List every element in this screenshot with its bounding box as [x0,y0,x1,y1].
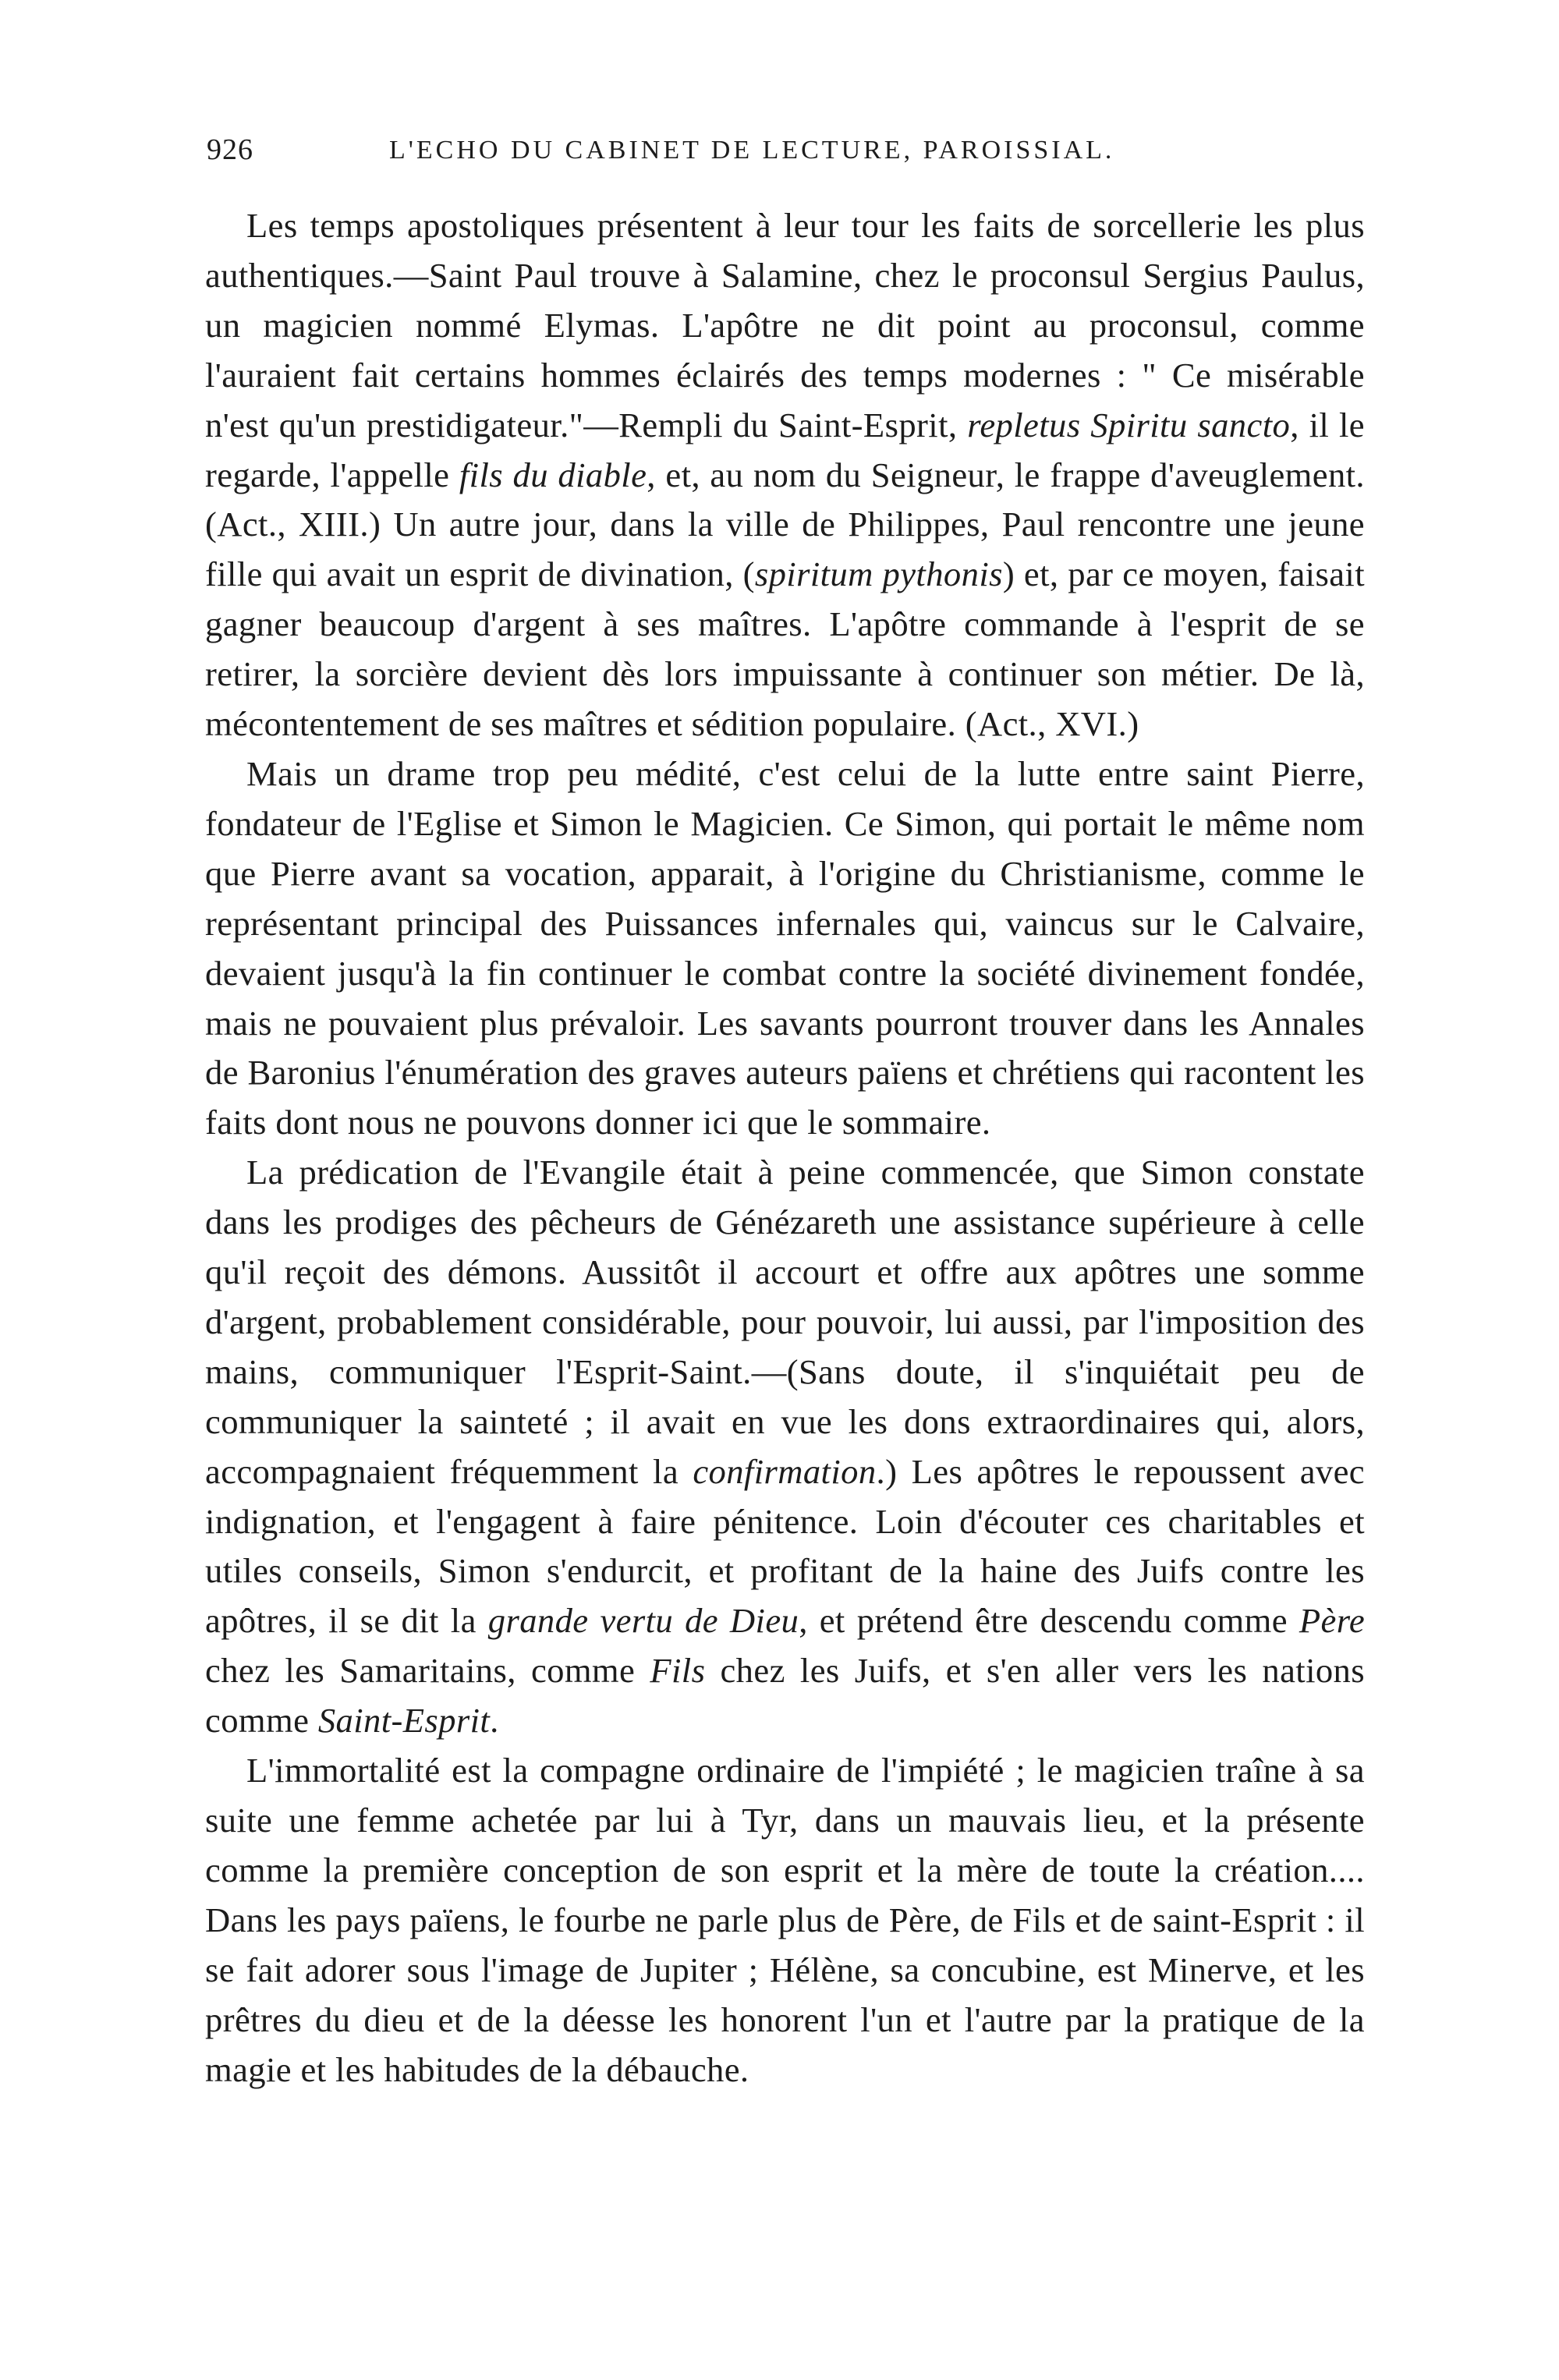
italic-text: Saint-Esprit [317,1701,491,1741]
italic-text: Père [1299,1601,1366,1641]
text-segment: , il le regarde, l'appelle [205,405,1365,494]
running-header [205,117,1365,172]
paragraph [205,1746,1365,2095]
italic-text: Fils [650,1651,706,1691]
text-segment: chez les Juifs, et s'en aller vers les nations comme [205,1651,1366,1741]
running-title: L'ECHO DU CABINET DE LECTURE, PAROISSIAL. [389,136,1115,165]
body-text [205,201,1365,2095]
text-segment: L'immortalité est la compagne ordinaire de l'impiété ; le magicien traîne à sa suite une femme achetée par lui à Tyr, dans un mauvais lieu, et la présente comme la première conception de son esprit et la mère de toute la création.... Dans les pays païens, le fourbe ne parle plus de Père, de Fils et de saint-Esprit : il se fait adorer sous l'image de Jupiter ; Hélène, sa concubine, est Minerve, et les prêtres du dieu et de la déesse les honorent l'un et l'autre par la pratique de la magie et les habitudes de la débauche. [205,1751,1365,2089]
text-segment: ) et, par ce moyen, faisait gagner beaucoup d'argent à ses maîtres. L'apôtre commande à l'esprit de se retirer, la sorcière devient dès lors impuissante à continuer son métier. De là, mécontentement de ses maîtres et sédition populaire. (Act., XVI.) [205,554,1365,744]
paragraph [205,1148,1365,1746]
text-segment: , et, au nom du Seigneur, le frappe d'aveuglement. (Act., XIII.) Un autre jour, dans la ville de Philippes, Paul rencontre une jeune fille qui avait un esprit de divination, ( [205,455,1365,594]
italic-text: repletus Spiritu sancto [967,405,1291,444]
italic-text: grande vertu de Dieu [487,1601,799,1641]
text-segment: .) Les apôtres le repoussent avec indignation, et l'engagent à faire pénitence. Loin d'écouter ces charitables et utiles conseils, Simon s'endurcit, et profitant de la haine des Juifs contre les apôtres, il se dit la [205,1451,1365,1641]
book-page [205,117,1365,2095]
paragraph [205,201,1365,749]
italic-text: confirmation [693,1451,877,1491]
page-number: 926 [207,133,253,166]
text-segment: . [490,1701,499,1741]
text-segment: La prédication de l'Evangile était à peine commencée, que Simon constate dans les prodiges des pêcheurs de Génézareth une assistance supérieure à celle qu'il reçoit des démons. Aussitôt il accourt et offre aux apôtres une somme d'argent, probablement considérable, pour pouvoir, lui aussi, par l'imposition des mains, communiquer l'Esprit-Saint.—(Sans doute, il s'inquiétait peu de communiquer la sainteté ; il avait en vue les dons extraordinaires qui, alors, accompagnaient fréquemment la [205,1153,1365,1491]
text-segment: Les temps apostoliques présentent à leur tour les faits de sorcellerie les plus authentiques.—Saint Paul trouve à Salamine, chez le proconsul Sergius Paulus, un magicien nommé Elymas. L'apôtre ne dit point au proconsul, comme l'auraient fait certains hommes éclairés des temps modernes : " Ce misérable n'est qu'un prestidigateur."—Rempli du Saint-Esprit, [205,206,1365,444]
italic-text: spiritum pythonis [754,554,1003,594]
paragraph [205,749,1365,1148]
italic-text: fils du diable [459,455,647,494]
text-segment: , et prétend être descendu comme [799,1601,1299,1641]
text-segment: Mais un drame trop peu médité, c'est celui de la lutte entre saint Pierre, fondateur de l'Eglise et Simon le Magicien. Ce Simon, qui portait le même nom que Pierre avant sa vocation, apparait, à l'origine du Christianisme, comme le représentant principal des Puissances infernales qui, vaincus sur le Calvaire, devaient jusqu'à la fin continuer le combat contre la société divinement fondée, mais ne pouvaient plus prévaloir. Les savants pourront trouver dans les Annales de Baronius l'énumération des graves auteurs païens et chrétiens qui racontent les faits dont nous ne pouvons donner ici que le sommaire. [205,753,1365,1142]
text-segment: chez les Samaritains, comme [205,1651,650,1691]
